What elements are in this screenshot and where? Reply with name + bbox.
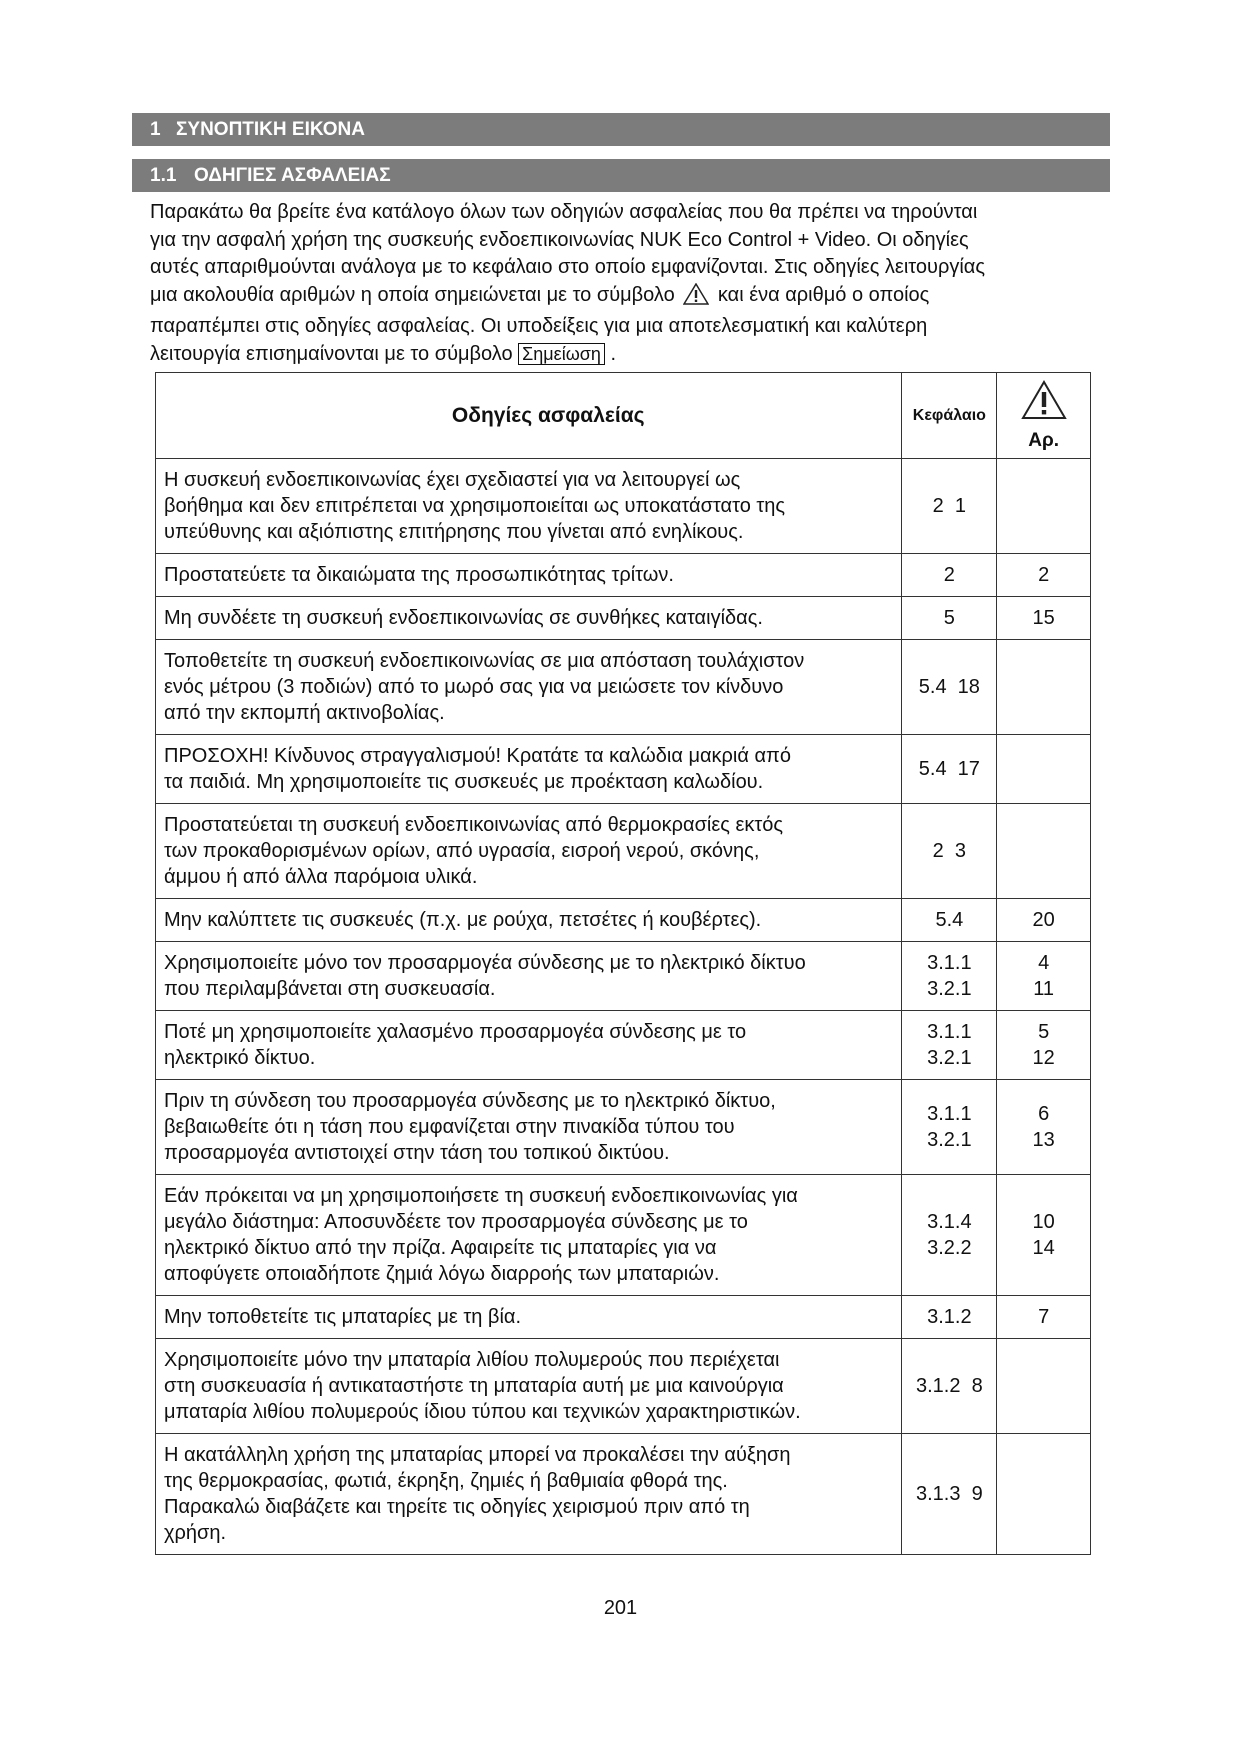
number-cell bbox=[997, 942, 1091, 1011]
page-number: 201 bbox=[603, 1597, 638, 1619]
instruction-line: ηλεκτρικό δίκτυο από την πρίζα. Αφαιρείτε τις μπαταρίες για να bbox=[164, 1237, 717, 1259]
instruction-line: μπαταρία λιθίου πολυμερούς ίδιου τύπου και τεχνικών χαρακτηριστικών. bbox=[164, 1401, 801, 1423]
instruction-line: Προστατεύεται τη συσκευή ενδοεπικοινωνίας από θερμοκρασίες εκτός bbox=[164, 814, 784, 836]
instruction-text bbox=[156, 804, 902, 899]
chapter-cell bbox=[902, 899, 997, 942]
instruction-line: Προστατεύετε τα δικαιώματα της προσωπικότητας τρίτων. bbox=[164, 564, 674, 586]
number-cell bbox=[997, 1339, 1091, 1434]
intro-line-text: και ένα αριθμό ο οποίος bbox=[717, 283, 930, 306]
chapter-ref: 3.1.4 bbox=[927, 1211, 972, 1233]
subsection-heading bbox=[132, 159, 1110, 192]
instruction-line: από την εκπομπή ακτινοβολίας. bbox=[164, 702, 445, 724]
chapter-ref: 3.1.1 bbox=[927, 952, 972, 974]
instruction-line: που περιλαμβάνεται στη συσκευασία. bbox=[164, 978, 496, 1000]
number-cell bbox=[997, 899, 1091, 942]
instruction-line: στη συσκευασία ή αντικαταστήστε τη μπαταρία αυτή με μια καινούργια bbox=[164, 1375, 784, 1397]
instruction-line: αποφύγετε οποιαδήποτε ζημιά λόγω διαρροής των μπαταριών. bbox=[164, 1263, 720, 1285]
instruction-line: Η ακατάλληλη χρήση της μπαταρίας μπορεί να προκαλέσει την αύξηση bbox=[164, 1444, 791, 1466]
chapter-ref: 3.1.1 bbox=[927, 1103, 972, 1125]
warning-triangle-icon bbox=[683, 283, 709, 314]
intro-line: Παρακάτω θα βρείτε ένα κατάλογο όλων των οδηγιών ασφαλείας που θα πρέπει να τηρούνται bbox=[150, 201, 978, 223]
table-row bbox=[156, 899, 1091, 942]
number-ref: 2 bbox=[1038, 564, 1050, 586]
number-ref: 6 bbox=[1038, 1103, 1050, 1125]
instruction-text bbox=[156, 1434, 902, 1555]
intro-line bbox=[150, 282, 1095, 314]
number-ref: 10 bbox=[1032, 1211, 1055, 1233]
number-cell bbox=[997, 597, 1091, 640]
subsection-title: ΟΔΗΓΙΕΣ ΑΣΦΑΛΕΙΑΣ bbox=[194, 165, 391, 186]
chapter-ref: 2 1 bbox=[932, 495, 967, 517]
number-ref: 14 bbox=[1032, 1237, 1055, 1259]
intro-line: παραπέμπει στις οδηγίες ασφαλείας. Οι υποδείξεις για μια αποτελεσματική και καλύτερη bbox=[150, 315, 928, 337]
instruction-text bbox=[156, 597, 902, 640]
instruction-line: της θερμοκρασίας, φωτιά, έκρηξη, ζημιές ή βαθμιαία φθορά της. bbox=[164, 1470, 728, 1492]
number-cell bbox=[997, 1434, 1091, 1555]
instruction-line: Παρακαλώ διαβάζετε και τηρείτε τις οδηγίες χειρισμού πριν από τη bbox=[164, 1496, 750, 1518]
instruction-line: μεγάλο διάστημα: Αποσυνδέετε τον προσαρμογέα σύνδεσης με το bbox=[164, 1211, 748, 1233]
table-row bbox=[156, 1296, 1091, 1339]
table-row bbox=[156, 1080, 1091, 1175]
table-row bbox=[156, 1434, 1091, 1555]
chapter-cell bbox=[902, 1434, 997, 1555]
instruction-line: τα παιδιά. Μη χρησιμοποιείτε τις συσκευές με προέκταση καλωδίου. bbox=[164, 771, 764, 793]
instruction-text bbox=[156, 459, 902, 554]
instruction-text bbox=[156, 942, 902, 1011]
instruction-line: Ποτέ μη χρησιμοποιείτε χαλασμένο προσαρμογέα σύνδεσης με το bbox=[164, 1021, 747, 1043]
chapter-ref: 3.2.1 bbox=[927, 1129, 972, 1151]
intro-paragraph bbox=[150, 199, 1095, 368]
instruction-line: υπεύθυνης και αξιόπιστης επιτήρησης που γίνεται από ενηλίκους. bbox=[164, 521, 744, 543]
instruction-text bbox=[156, 1296, 902, 1339]
table-row bbox=[156, 640, 1091, 735]
instruction-line: βεβαιωθείτε ότι η τάση που εμφανίζεται στην πινακίδα τύπου του bbox=[164, 1116, 735, 1138]
number-ref: 5 bbox=[1038, 1021, 1050, 1043]
instruction-line: Μην καλύπτετε τις συσκευές (π.χ. με ρούχα, πετσέτες ή κουβέρτες). bbox=[164, 909, 762, 931]
number-ref: 4 bbox=[1038, 952, 1050, 974]
chapter-cell bbox=[902, 804, 997, 899]
number-cell bbox=[997, 804, 1091, 899]
chapter-ref: 3.1.2 bbox=[927, 1306, 972, 1328]
chapter-ref: 5.4 18 bbox=[918, 676, 980, 698]
instruction-text bbox=[156, 1175, 902, 1296]
section-heading bbox=[132, 113, 1110, 146]
chapter-ref: 5.4 17 bbox=[918, 758, 980, 780]
number-ref: 20 bbox=[1032, 909, 1055, 931]
instruction-line: Μη συνδέετε τη συσκευή ενδοεπικοινωνίας σε συνθήκες καταιγίδας. bbox=[164, 607, 763, 629]
chapter-ref: 3.1.2 8 bbox=[916, 1375, 983, 1397]
table-row bbox=[156, 459, 1091, 554]
number-cell bbox=[997, 640, 1091, 735]
chapter-ref: 2 bbox=[943, 564, 955, 586]
instruction-line: Πριν τη σύνδεση του προσαρμογέα σύνδεσης με το ηλεκτρικό δίκτυο, bbox=[164, 1090, 776, 1112]
instruction-line: προσαρμογέα αντιστοιχεί στην τάση του τοπικού δικτύου. bbox=[164, 1142, 670, 1164]
number-ref: 13 bbox=[1032, 1129, 1055, 1151]
instruction-line: Εάν πρόκειται να μη χρησιμοποιήσετε τη συσκευή ενδοεπικοινωνίας για bbox=[164, 1185, 798, 1207]
warning-triangle-icon bbox=[997, 380, 1090, 428]
table-header-row bbox=[156, 373, 1091, 459]
table-row bbox=[156, 735, 1091, 804]
instruction-line: ΠΡΟΣΟΧΗ! Κίνδυνος στραγγαλισμού! Κρατάτε τα καλώδια μακριά από bbox=[164, 745, 791, 767]
instruction-text bbox=[156, 640, 902, 735]
instruction-text bbox=[156, 899, 902, 942]
instruction-line: Η συσκευή ενδοεπικοινωνίας έχει σχεδιαστεί για να λειτουργεί ως bbox=[164, 469, 741, 491]
intro-line-text: . bbox=[610, 342, 617, 365]
intro-line-text: λειτουργία επισημαίνονται με το σύμβολο bbox=[150, 342, 513, 365]
chapter-ref: 3.1.1 bbox=[927, 1021, 972, 1043]
intro-line-text: μια ακολουθία αριθμών η οποία σημειώνεται με το σύμβολο bbox=[150, 283, 675, 306]
chapter-cell bbox=[902, 735, 997, 804]
chapter-cell bbox=[902, 1011, 997, 1080]
number-ref: 15 bbox=[1032, 607, 1055, 629]
table-row bbox=[156, 554, 1091, 597]
note-symbol: Σημείωση bbox=[518, 343, 605, 365]
table-row bbox=[156, 1175, 1091, 1296]
number-cell bbox=[997, 1011, 1091, 1080]
number-ref: 7 bbox=[1038, 1306, 1050, 1328]
table-row bbox=[156, 942, 1091, 1011]
instruction-text bbox=[156, 1011, 902, 1080]
instruction-line: Χρησιμοποιείτε μόνο την μπαταρία λιθίου πολυμερούς που περιέχεται bbox=[164, 1349, 780, 1371]
chapter-cell bbox=[902, 459, 997, 554]
section-title: ΣΥΝΟΠΤΙΚΗ ΕΙΚΟΝΑ bbox=[176, 119, 365, 140]
instruction-line: ηλεκτρικό δίκτυο. bbox=[164, 1047, 316, 1069]
instruction-text bbox=[156, 735, 902, 804]
instruction-text bbox=[156, 554, 902, 597]
chapter-ref: 3.2.1 bbox=[927, 978, 972, 1000]
intro-line: για την ασφαλή χρήση της συσκευής ενδοεπικοινωνίας NUK Eco Control + Video. Οι οδηγίες bbox=[150, 228, 969, 251]
number-cell bbox=[997, 459, 1091, 554]
instruction-line: Τοποθετείτε τη συσκευή ενδοεπικοινωνίας σε μια απόσταση τουλάχιστον bbox=[164, 650, 805, 672]
chapter-cell bbox=[902, 640, 997, 735]
number-cell bbox=[997, 1175, 1091, 1296]
header-number bbox=[997, 373, 1091, 459]
instruction-line: χρήση. bbox=[164, 1522, 227, 1544]
number-ref: 12 bbox=[1032, 1047, 1055, 1069]
instruction-text bbox=[156, 1339, 902, 1434]
chapter-ref: 2 3 bbox=[932, 840, 967, 862]
chapter-cell bbox=[902, 1296, 997, 1339]
instruction-line: άμμου ή από άλλα παρόμοια υλικά. bbox=[164, 866, 478, 888]
number-cell bbox=[997, 1296, 1091, 1339]
intro-line bbox=[150, 341, 1095, 369]
instruction-line: ενός μέτρου (3 ποδιών) από το μωρό σας για να μειώσετε τον κίνδυνο bbox=[164, 676, 784, 698]
chapter-cell bbox=[902, 942, 997, 1011]
chapter-ref: 3.2.1 bbox=[927, 1047, 972, 1069]
chapter-ref: 3.1.3 9 bbox=[916, 1483, 983, 1505]
number-cell bbox=[997, 554, 1091, 597]
safety-instructions-table bbox=[155, 372, 1091, 1555]
chapter-cell bbox=[902, 554, 997, 597]
instruction-line: των προκαθορισμένων ορίων, από υγρασία, εισροή νερού, σκόνης, bbox=[164, 840, 760, 862]
chapter-ref: 5.4 bbox=[935, 909, 964, 931]
table-row bbox=[156, 1339, 1091, 1434]
table-row bbox=[156, 597, 1091, 640]
chapter-cell bbox=[902, 1080, 997, 1175]
instruction-line: βοήθημα και δεν επιτρέπεται να χρησιμοποιείται ως υποκατάστατο της bbox=[164, 495, 786, 517]
header-instructions: Οδηγίες ασφαλείας bbox=[156, 373, 902, 459]
number-ref: 11 bbox=[1033, 978, 1055, 1000]
table-row bbox=[156, 1011, 1091, 1080]
chapter-cell bbox=[902, 1175, 997, 1296]
instruction-text bbox=[156, 1080, 902, 1175]
number-cell bbox=[997, 1080, 1091, 1175]
intro-line: αυτές απαριθμούνται ανάλογα με το κεφάλαιο στο οποίο εμφανίζονται. Στις οδηγίες λειτουργίας bbox=[150, 256, 985, 278]
instruction-line: Μην τοποθετείτε τις μπαταρίες με τη βία. bbox=[164, 1306, 522, 1328]
chapter-ref: 5 bbox=[943, 607, 955, 629]
table-row bbox=[156, 804, 1091, 899]
header-chapter: Κεφάλαιο bbox=[902, 373, 997, 459]
instruction-line: Χρησιμοποιείτε μόνο τον προσαρμογέα σύνδεσης με το ηλεκτρικό δίκτυο bbox=[164, 952, 806, 974]
section-number: 1 bbox=[150, 119, 161, 140]
number-cell bbox=[997, 735, 1091, 804]
chapter-cell bbox=[902, 597, 997, 640]
chapter-ref: 3.2.2 bbox=[927, 1237, 972, 1259]
subsection-number: 1.1 bbox=[150, 165, 177, 186]
header-number-label: Αρ. bbox=[1028, 430, 1060, 451]
chapter-cell bbox=[902, 1339, 997, 1434]
